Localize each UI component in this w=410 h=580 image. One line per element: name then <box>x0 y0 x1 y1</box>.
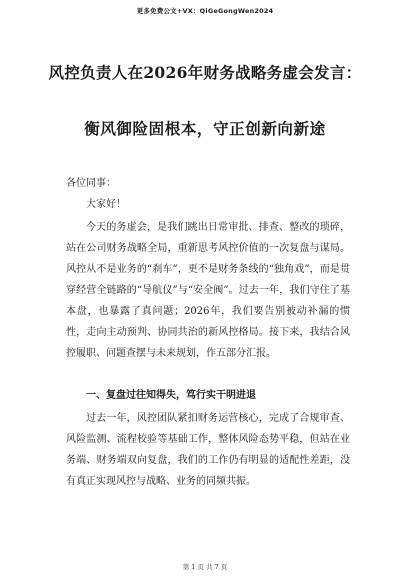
salutation: 各位同事： <box>66 178 116 189</box>
document-title: 风控负责人在2026年财务战略务虚会发言： <box>48 63 362 82</box>
page-footer: 第 1 页 共 7 页 <box>182 563 228 571</box>
greeting: 大家好！ <box>86 199 126 210</box>
document-subtitle: 衡风御险固根本，守正创新向新途 <box>84 119 326 138</box>
paragraph-review: 过去一年，风控团队紧扣财务运营核心，完成了合规审查、风险监测、流程校验等基础工作，整体风险态势平稳，但站在业务端、财务端双向复盘，我们的工作仍有明显的适配性差距，没有真正实现风控与战略、业务的同频共振。 <box>66 413 350 487</box>
header-note: 更多免费公文+VX：QiGeGongWen2024 <box>136 7 274 15</box>
section-heading: 一、复盘过往知得失，笃行实干明进退 <box>86 390 256 401</box>
paragraph-intro: 今天的务虚会，是我们跳出日常审批、排查、整改的琐碎，站在公司财务战略全局，重新思考风控价值的一次复盘与谋局。风控从不是业务的“刹车”，更不是财务条线的“独角戏”，而是贯穿经营全链路的“导航仪”与“安全阀”。过去一年，我们守住了基本盘，也暴露了真问题；2026年，我们要告别被动补漏的惯性，走向主动预判、协同共治的新风控格局。接下来，我结合风控履职、问题查摆与未来规划，作五部分汇报。 <box>66 222 350 359</box>
